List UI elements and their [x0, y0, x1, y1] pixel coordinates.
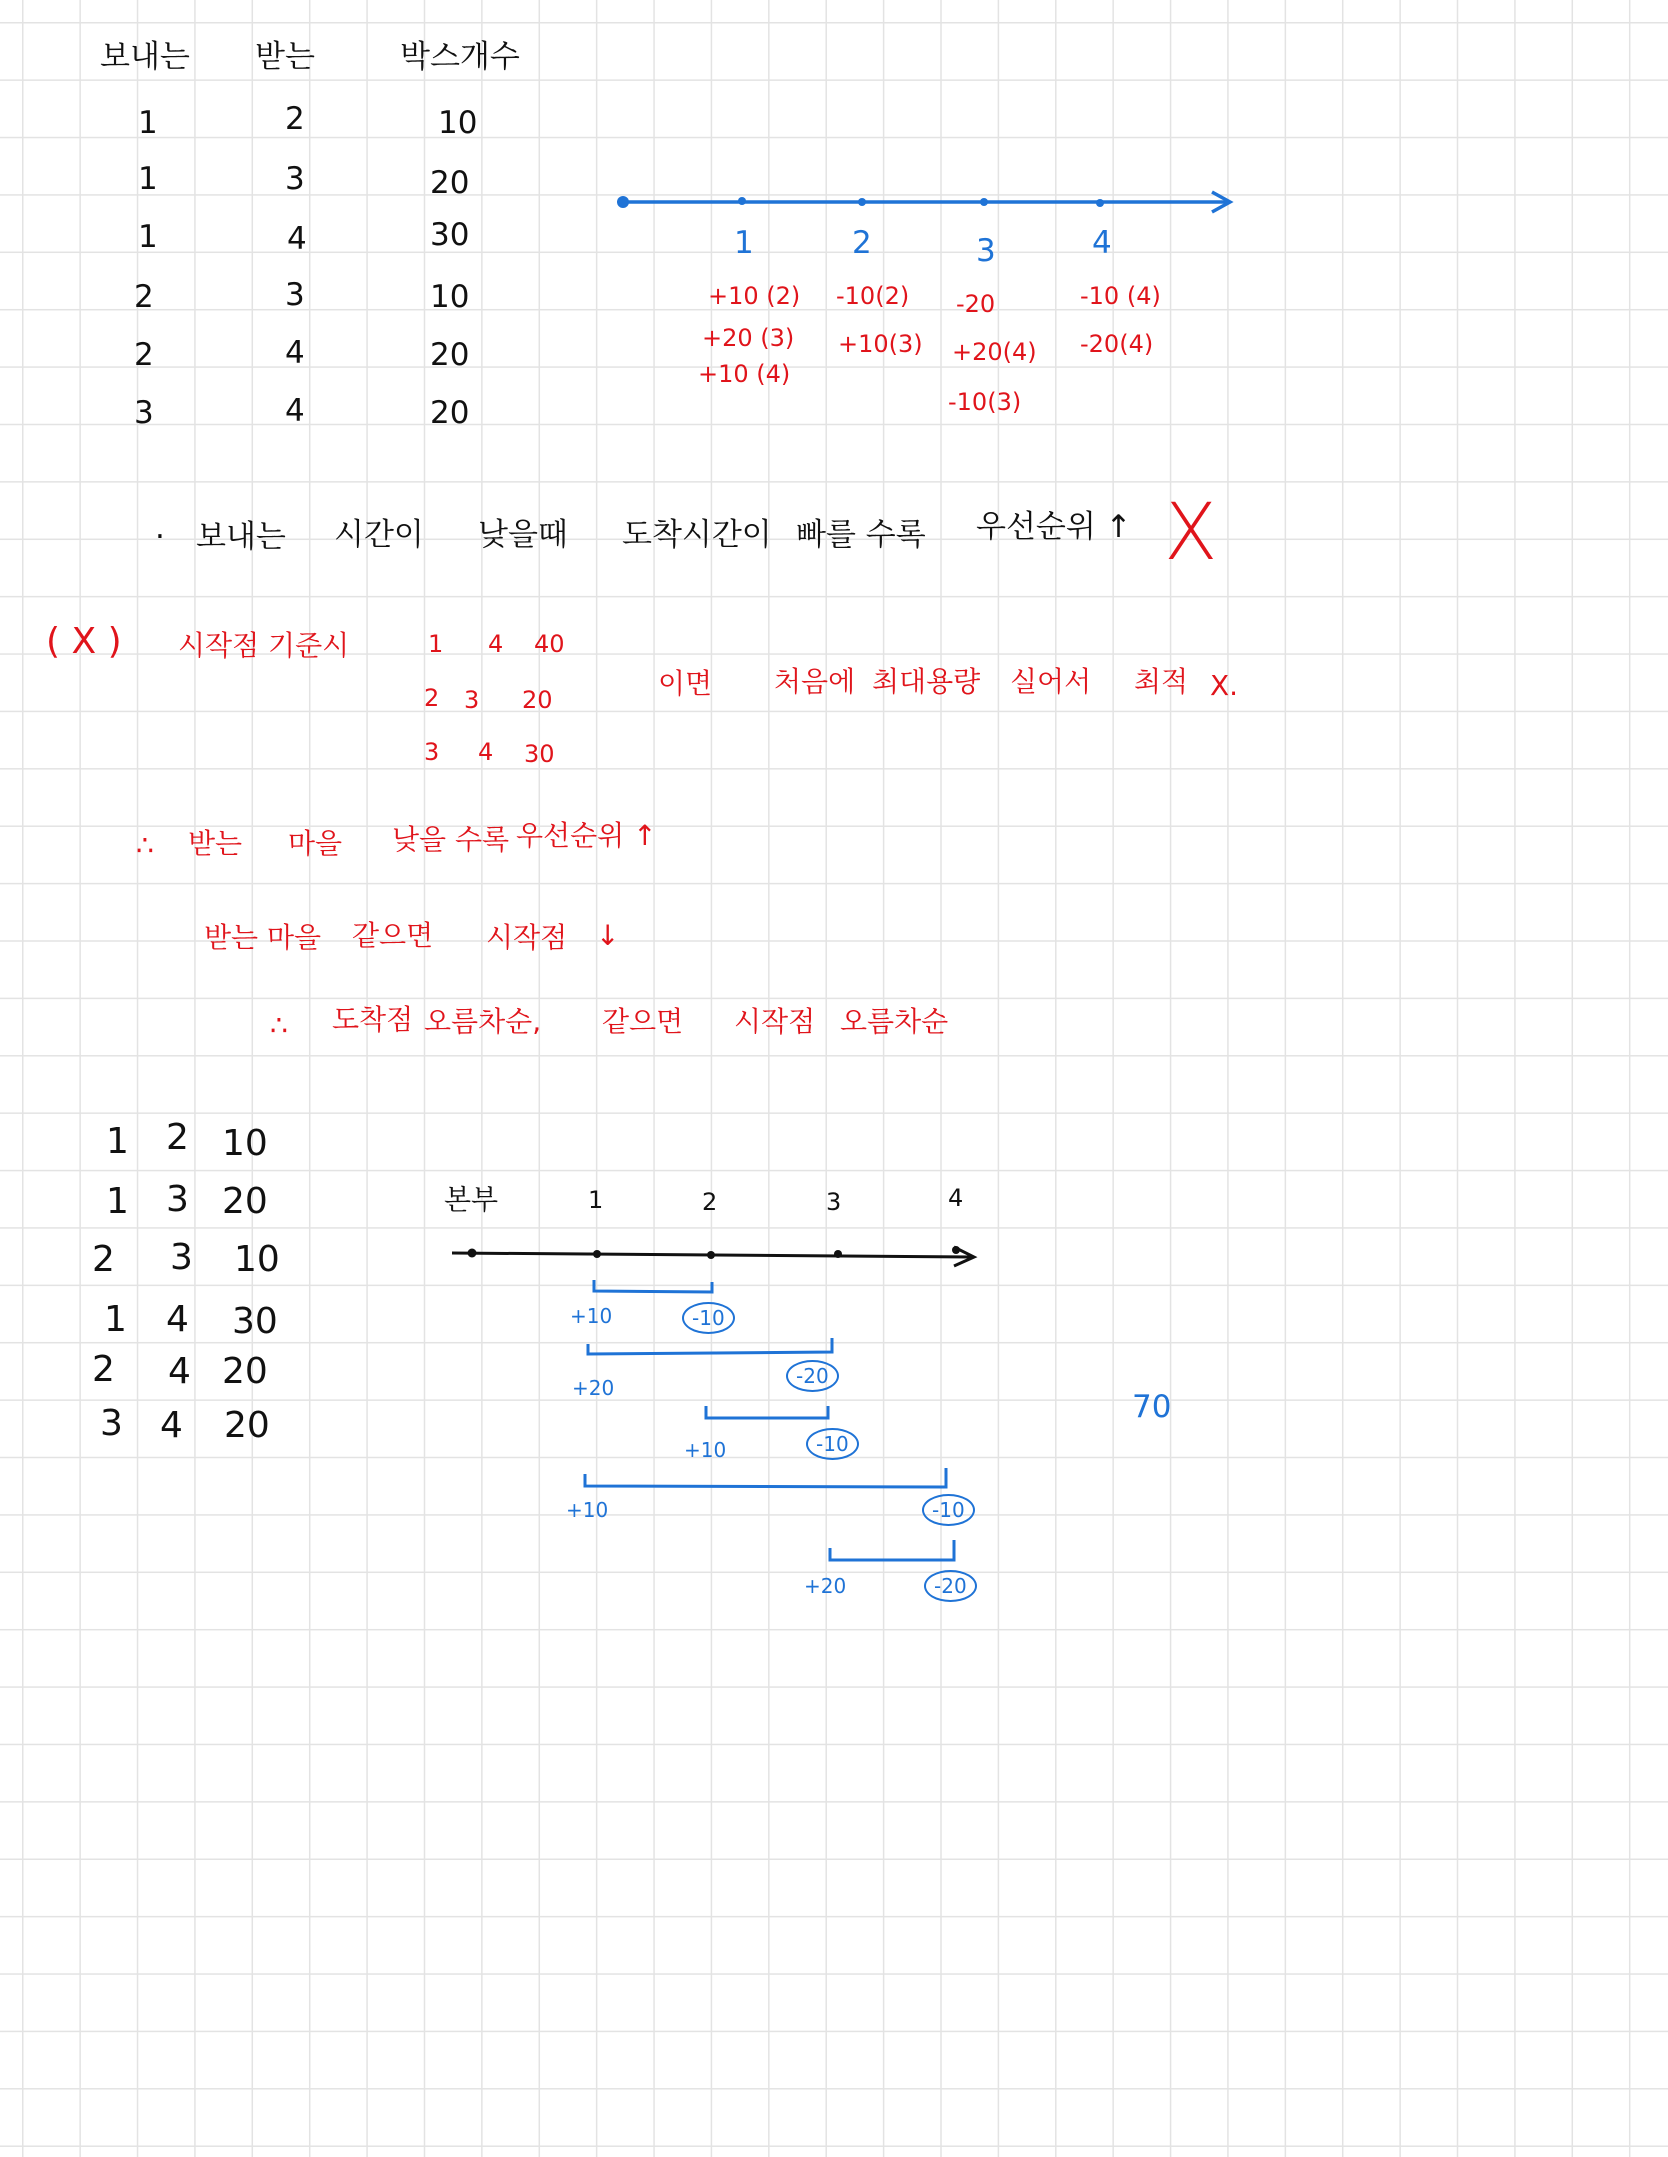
counter-cell: 20 [522, 686, 553, 714]
rule1-word: 낮을때 [478, 517, 568, 553]
table2-cell: 1 [106, 1181, 129, 1222]
table1-cell: 1 [138, 161, 158, 197]
table2-cell: 2 [166, 1117, 189, 1158]
line1-note: +10 (2) [708, 282, 801, 310]
counter-label: 시작점 기준시 [178, 629, 350, 662]
table2-cell: 3 [170, 1237, 193, 1278]
interval-minus-circled: -10 [922, 1494, 975, 1526]
rule2-arrow: ↓ [596, 919, 620, 952]
table2-cell: 20 [222, 1351, 268, 1392]
side-note: 70 [1132, 1389, 1172, 1425]
table1-cell: 2 [285, 101, 305, 137]
table1-cell: 2 [134, 279, 154, 315]
rule1-wrong-mark: X [1164, 488, 1218, 578]
table1-header-boxes: 박스개수 [400, 39, 520, 75]
rule2-text: 받는 마을 [204, 921, 322, 954]
rule1-word: 빠를 수록 [796, 517, 926, 553]
line1-note: -20 [956, 290, 996, 318]
table1-cell: 20 [430, 337, 470, 373]
rule2-therefore: ∴ [270, 1009, 288, 1042]
counter-cell: 4 [478, 738, 494, 766]
table1-cell: 4 [287, 221, 307, 257]
line1-note: -20(4) [1080, 330, 1154, 358]
rule1-word: 도착시간이 [622, 517, 772, 553]
line1-tick: 4 [1092, 225, 1112, 261]
rule1-word: 시간이 [334, 517, 424, 553]
table1-cell: 10 [430, 279, 470, 315]
table1-cell: 3 [134, 395, 154, 431]
line2-tick: 1 [588, 1186, 604, 1214]
line2-tick: 2 [702, 1188, 718, 1216]
table1-cell: 3 [285, 277, 305, 313]
line1-note: +10(3) [838, 330, 923, 358]
rule1-bullet: · [155, 519, 165, 555]
interval-minus-circled: -20 [786, 1360, 839, 1392]
table2-cell: 4 [160, 1405, 183, 1446]
rule2-text: 마을 [288, 827, 343, 860]
table1-cell: 4 [285, 335, 305, 371]
counter-note: 최대용량 [872, 665, 981, 698]
rule2-text: 같으면 [602, 1005, 684, 1038]
table2-cell: 10 [234, 1239, 280, 1280]
interval-minus-circled: -10 [682, 1302, 735, 1334]
rule2-text: 도착점 [332, 1003, 414, 1036]
line1-tick: 3 [976, 233, 996, 269]
rule2-text: 오름차순, [424, 1005, 542, 1038]
counter-note: 이면 [658, 667, 713, 700]
counter-note: 최적 [1134, 665, 1189, 698]
interval-plus: +10 [566, 1498, 609, 1522]
table1-cell: 3 [285, 161, 305, 197]
table1-header-receiver: 받는 [255, 39, 315, 75]
counter-note: 실어서 [1010, 665, 1092, 698]
line1-note: +10 (4) [698, 360, 791, 388]
line1-tick: 2 [852, 225, 872, 261]
table2-cell: 2 [92, 1239, 115, 1280]
table1-cell: 1 [138, 219, 158, 255]
counter-cell: 4 [488, 630, 504, 658]
table1-cell: 1 [138, 105, 158, 141]
rule2-therefore: ∴ [136, 829, 154, 862]
counter-note: 처음에 [774, 665, 856, 698]
interval-minus-circled: -20 [924, 1570, 977, 1602]
table1-cell: 30 [430, 217, 470, 253]
rule2-text: 받는 [188, 827, 243, 860]
interval-plus: +20 [804, 1574, 847, 1598]
counter-cell: 40 [534, 630, 565, 658]
table1-cell: 20 [430, 165, 470, 201]
line1-note: -10 (4) [1080, 282, 1161, 310]
rule1-word: 우선순위 ↑ [976, 509, 1132, 545]
table2-cell: 20 [222, 1181, 268, 1222]
table2-cell: 3 [166, 1179, 189, 1220]
rule2-text: 시작점 [734, 1005, 816, 1038]
rule2-text: 우선순위 ↑ [516, 819, 657, 852]
counter-mark: ( X ) [46, 621, 122, 662]
table2-cell: 10 [222, 1123, 268, 1164]
table1-cell: 20 [430, 395, 470, 431]
table1-header-sender: 보내는 [100, 39, 190, 75]
line1-tick: 1 [734, 225, 754, 261]
counter-cell: 3 [424, 738, 440, 766]
counter-cell: 3 [464, 686, 480, 714]
counter-note: X. [1210, 669, 1239, 702]
table1-cell: 4 [285, 393, 305, 429]
table2-cell: 2 [92, 1349, 115, 1390]
table2-cell: 30 [232, 1301, 278, 1342]
counter-cell: 2 [424, 684, 440, 712]
rule2-text: 같으면 [352, 919, 434, 952]
line1-note: +20(4) [952, 338, 1037, 366]
rule2-text: 오름차순 [840, 1005, 949, 1038]
counter-cell: 30 [524, 740, 555, 768]
table2-cell: 3 [100, 1403, 123, 1444]
line1-note: -10(3) [948, 388, 1022, 416]
line2-origin-label: 본부 [444, 1183, 499, 1216]
table2-cell: 20 [224, 1405, 270, 1446]
line1-note: +20 (3) [702, 324, 795, 352]
line1-note: -10(2) [836, 282, 910, 310]
table2-cell: 4 [168, 1351, 191, 1392]
rule1-word: 보내는 [196, 519, 286, 555]
line2-tick: 3 [826, 1188, 842, 1216]
table1-cell: 2 [134, 337, 154, 373]
table2-cell: 4 [166, 1299, 189, 1340]
rule2-text: 시작점 [486, 921, 568, 954]
interval-plus: +10 [684, 1438, 727, 1462]
table2-cell: 1 [104, 1299, 127, 1340]
rule2-text: 낮을 수록 [392, 823, 510, 856]
interval-minus-circled: -10 [806, 1428, 859, 1460]
line2-tick: 4 [948, 1184, 964, 1212]
counter-cell: 1 [428, 630, 444, 658]
table1-cell: 10 [438, 105, 478, 141]
interval-plus: +20 [572, 1376, 615, 1400]
table2-cell: 1 [106, 1121, 129, 1162]
interval-plus: +10 [570, 1304, 613, 1328]
